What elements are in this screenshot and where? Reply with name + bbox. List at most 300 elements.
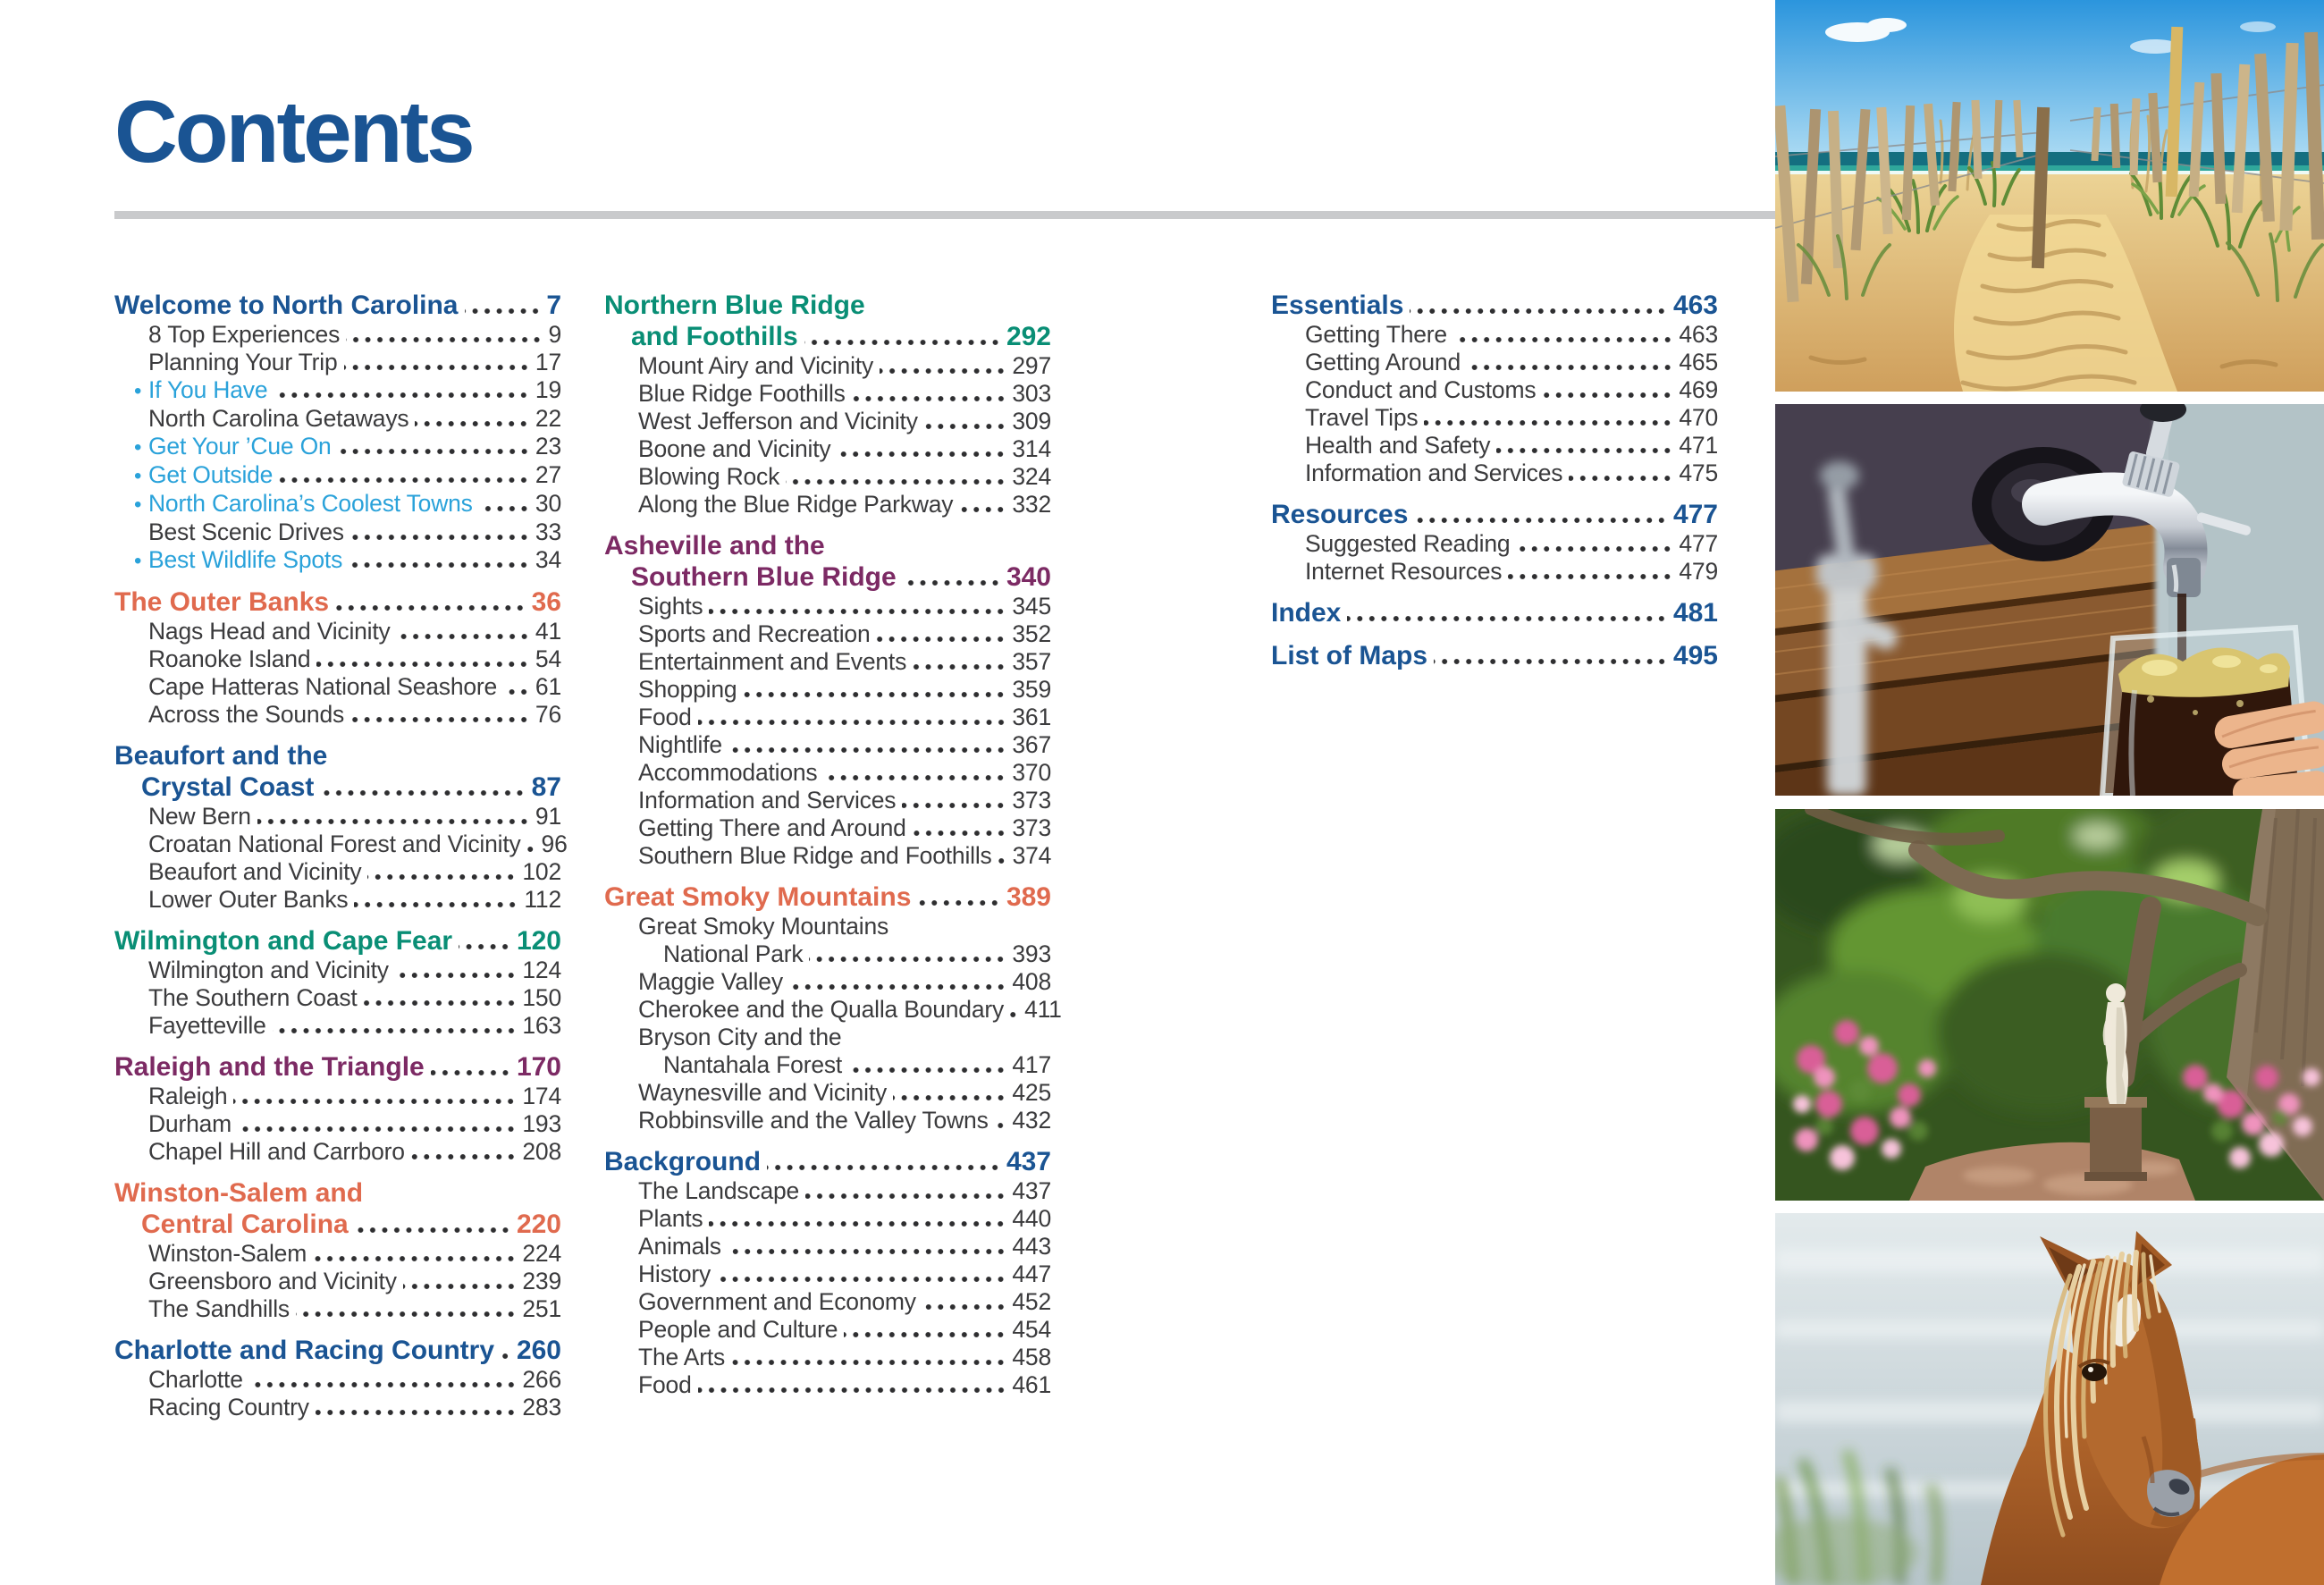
section-page-number: 170 bbox=[516, 1052, 561, 1082]
section-header bbox=[114, 1335, 561, 1366]
bullet-icon: • bbox=[134, 379, 142, 403]
entry-label: Food bbox=[638, 704, 692, 730]
entry-label: Information and Services bbox=[638, 787, 897, 814]
dot-leader bbox=[395, 973, 518, 978]
entry-page-number: 432 bbox=[1012, 1107, 1051, 1134]
dot-leader bbox=[789, 984, 1006, 990]
toc-entry bbox=[114, 1083, 561, 1110]
dot-leader bbox=[527, 847, 536, 852]
dot-leader bbox=[364, 1000, 518, 1006]
dot-leader bbox=[731, 1360, 1006, 1365]
section-title-line bbox=[1271, 597, 1718, 628]
section-header bbox=[1271, 597, 1718, 628]
section-header bbox=[114, 586, 561, 618]
toc-section bbox=[1271, 499, 1718, 586]
section-header bbox=[114, 740, 561, 803]
dot-leader bbox=[917, 900, 1001, 906]
section-page-number: 437 bbox=[1006, 1147, 1051, 1176]
entry-label: Cape Hatteras National Seashore bbox=[148, 673, 498, 700]
dot-leader bbox=[913, 830, 1007, 836]
entry-page-number: 163 bbox=[522, 1012, 561, 1039]
section-page-number: 340 bbox=[1006, 562, 1051, 592]
dot-leader bbox=[1516, 546, 1673, 552]
entry-label: People and Culture bbox=[638, 1316, 838, 1343]
toc-entry bbox=[114, 349, 561, 376]
dot-leader bbox=[728, 747, 1006, 753]
toc-entry bbox=[114, 376, 561, 405]
entry-label: Plants bbox=[638, 1205, 703, 1232]
entry-page-number: 452 bbox=[1012, 1288, 1051, 1315]
entry-page-number: 470 bbox=[1679, 404, 1718, 431]
section-title-line bbox=[114, 1177, 561, 1209]
entry-page-number: 91 bbox=[535, 803, 561, 830]
section-header bbox=[114, 925, 561, 957]
entry-page-number: 373 bbox=[1012, 787, 1051, 814]
entry-page-number: 9 bbox=[548, 321, 561, 348]
section-title: Asheville and the bbox=[604, 531, 825, 561]
entry-label: 8 Top Experiences bbox=[148, 321, 341, 348]
entry-page-number: 475 bbox=[1679, 459, 1718, 486]
entry-label: West Jefferson and Vicinity bbox=[638, 408, 918, 434]
entry-label: Get Outside bbox=[148, 461, 274, 488]
section-entries bbox=[114, 1083, 561, 1166]
toc-entry bbox=[114, 546, 561, 575]
toc-section bbox=[604, 1146, 1051, 1399]
dot-leader bbox=[717, 1277, 1006, 1282]
section-entries bbox=[1271, 321, 1718, 487]
dot-leader bbox=[805, 1193, 1006, 1199]
dot-leader bbox=[959, 507, 1006, 512]
entry-page-number: 352 bbox=[1012, 620, 1051, 647]
entry-page-number: 208 bbox=[522, 1138, 561, 1165]
entry-page-number: 437 bbox=[1012, 1177, 1051, 1204]
dot-leader bbox=[1569, 476, 1673, 481]
dot-leader bbox=[367, 874, 517, 880]
toc-section bbox=[114, 1335, 561, 1421]
section-page-number: 87 bbox=[531, 772, 561, 802]
entry-page-number: 54 bbox=[535, 645, 561, 672]
entry-page-number: 193 bbox=[522, 1110, 561, 1137]
toc-columns bbox=[114, 290, 1723, 1541]
entry-label: New Bern bbox=[148, 803, 251, 830]
dot-leader bbox=[995, 1123, 1007, 1128]
dot-leader bbox=[848, 1067, 1006, 1073]
entry-page-number: 440 bbox=[1012, 1205, 1051, 1232]
section-title: Northern Blue Ridge bbox=[604, 291, 865, 320]
section-title: Southern Blue Ridge bbox=[631, 562, 897, 592]
entry-label: Along the Blue Ridge Parkway bbox=[638, 491, 954, 518]
entry-label: Racing Country bbox=[148, 1394, 309, 1421]
entry-label-line2: National Park bbox=[663, 940, 804, 967]
section-title-line bbox=[604, 1146, 1051, 1177]
entry-page-number: 373 bbox=[1012, 814, 1051, 841]
toc-entry bbox=[604, 996, 1062, 1024]
section-title-line bbox=[114, 290, 561, 321]
dot-leader bbox=[249, 1382, 518, 1387]
toc-section bbox=[1271, 597, 1718, 628]
section-entries bbox=[114, 957, 561, 1040]
dot-leader bbox=[1508, 574, 1673, 579]
toc-section bbox=[114, 925, 561, 1040]
toc-entry bbox=[604, 408, 1051, 435]
section-page-number: 7 bbox=[546, 291, 561, 320]
toc-section bbox=[114, 1177, 561, 1323]
entry-label: Charlotte bbox=[148, 1366, 243, 1393]
entry-page-number: 463 bbox=[1679, 321, 1718, 348]
entry-label: Boone and Vicinity bbox=[638, 435, 831, 462]
entry-label: Getting Around bbox=[1305, 349, 1461, 375]
entry-page-number: 309 bbox=[1012, 408, 1051, 434]
entry-page-number: 479 bbox=[1679, 558, 1718, 585]
section-header bbox=[1271, 499, 1718, 530]
entry-label: Mount Airy and Vicinity bbox=[638, 352, 873, 379]
dot-leader bbox=[349, 562, 530, 568]
section-title-line bbox=[114, 1209, 561, 1240]
section-title: Wilmington and Cape Fear bbox=[114, 926, 453, 956]
entry-label: Internet Resources bbox=[1305, 558, 1503, 585]
section-entries bbox=[604, 593, 1051, 870]
dot-leader bbox=[922, 1304, 1007, 1310]
dot-leader bbox=[233, 1099, 517, 1104]
toc-section bbox=[114, 290, 561, 575]
section-entries bbox=[114, 618, 561, 729]
dot-leader bbox=[1467, 365, 1673, 370]
toc-entry bbox=[604, 731, 1051, 759]
entry-page-number: 303 bbox=[1012, 380, 1051, 407]
section-title: Beaufort and the bbox=[114, 741, 328, 771]
dot-leader bbox=[1434, 659, 1668, 664]
dot-leader bbox=[767, 1165, 1001, 1170]
entry-page-number: 17 bbox=[535, 349, 561, 375]
toc-entry bbox=[1271, 459, 1718, 487]
entry-page-number: 469 bbox=[1679, 376, 1718, 403]
entry-label: Raleigh bbox=[148, 1083, 228, 1109]
dot-leader bbox=[1424, 420, 1673, 426]
toc-entry bbox=[114, 1366, 561, 1394]
toc-entry bbox=[1271, 404, 1718, 432]
section-title-line bbox=[604, 881, 1051, 913]
section-title: Welcome to North Carolina bbox=[114, 291, 459, 320]
photo-beer-tap bbox=[1775, 404, 2324, 796]
entry-label: Fayetteville bbox=[148, 1012, 266, 1039]
section-title: Essentials bbox=[1271, 291, 1404, 320]
toc-entry bbox=[114, 645, 561, 673]
section-title: Index bbox=[1271, 598, 1342, 628]
entry-label: Shopping bbox=[638, 676, 737, 703]
toc-entry bbox=[604, 1079, 1051, 1107]
section-title: Central Carolina bbox=[141, 1210, 349, 1239]
entry-page-number: 357 bbox=[1012, 648, 1051, 675]
entry-label: Lower Outer Banks bbox=[148, 886, 349, 913]
section-page-number: 120 bbox=[516, 926, 561, 956]
dot-leader bbox=[852, 396, 1007, 401]
section-entries bbox=[604, 913, 1062, 1134]
dot-leader bbox=[876, 637, 1006, 642]
dot-leader bbox=[880, 368, 1006, 374]
section-header bbox=[604, 530, 1051, 593]
bullet-icon: • bbox=[134, 549, 142, 573]
entry-page-number: 345 bbox=[1012, 593, 1051, 620]
section-entries bbox=[114, 803, 568, 914]
toc-entry bbox=[114, 433, 561, 461]
toc-entry bbox=[114, 618, 561, 645]
section-title-line bbox=[1271, 499, 1718, 530]
dot-leader bbox=[320, 790, 526, 796]
section-title: Charlotte and Racing Country bbox=[114, 1336, 495, 1365]
entry-label-line1: Bryson City and the bbox=[638, 1024, 842, 1050]
entry-page-number: 374 bbox=[1012, 842, 1052, 869]
dot-leader bbox=[837, 451, 1006, 457]
toc-entry bbox=[604, 1260, 1051, 1288]
toc-entry bbox=[1271, 349, 1718, 376]
entry-page-number: 224 bbox=[522, 1240, 561, 1267]
section-title-line bbox=[1271, 640, 1718, 671]
toc-entry bbox=[604, 787, 1051, 814]
section-title-line bbox=[114, 586, 561, 618]
photo-wild-pony bbox=[1775, 1213, 2324, 1585]
entry-page-number: 251 bbox=[522, 1295, 561, 1322]
entry-page-number: 332 bbox=[1012, 491, 1051, 518]
title-rule bbox=[114, 211, 1840, 219]
entry-label: Southern Blue Ridge and Foothills bbox=[638, 842, 992, 869]
section-page-number: 389 bbox=[1006, 882, 1051, 912]
toc-entry bbox=[604, 676, 1051, 704]
toc-section bbox=[604, 290, 1051, 518]
dot-leader bbox=[316, 1410, 518, 1415]
section-entries bbox=[604, 352, 1051, 518]
toc-entry bbox=[604, 620, 1051, 648]
entry-page-number: 41 bbox=[535, 618, 561, 645]
entry-label: Greensboro and Vicinity bbox=[148, 1268, 397, 1294]
entry-page-number: 96 bbox=[541, 830, 568, 857]
section-title-line bbox=[114, 1335, 561, 1366]
section-title: Raleigh and the Triangle bbox=[114, 1052, 425, 1082]
dot-leader bbox=[728, 1249, 1007, 1254]
dot-leader bbox=[479, 506, 530, 511]
entry-page-number: 22 bbox=[535, 405, 561, 432]
entry-page-number: 477 bbox=[1679, 530, 1718, 557]
entry-label: Across the Sounds bbox=[148, 701, 345, 728]
toc-entry bbox=[1271, 376, 1718, 404]
entry-label: Nags Head and Vicinity bbox=[148, 618, 391, 645]
toc-section bbox=[604, 530, 1051, 870]
section-page-number: 292 bbox=[1006, 322, 1051, 351]
dot-leader bbox=[344, 365, 530, 370]
toc-entry bbox=[604, 463, 1051, 491]
entry-label: Best Scenic Drives bbox=[148, 518, 344, 545]
section-header bbox=[114, 290, 561, 321]
dot-leader bbox=[313, 1256, 517, 1261]
section-page-number: 220 bbox=[516, 1210, 561, 1239]
entry-label: Best Wildlife Spots bbox=[148, 546, 343, 573]
toc-entry bbox=[604, 1288, 1051, 1316]
section-title: Winston-Salem and bbox=[114, 1178, 364, 1208]
section-entries bbox=[1271, 530, 1718, 586]
section-title: Crystal Coast bbox=[141, 772, 315, 802]
entry-label: Health and Safety bbox=[1305, 432, 1491, 459]
entry-label: If You Have bbox=[148, 376, 268, 403]
entry-label: Cherokee and the Qualla Boundary bbox=[638, 996, 1005, 1023]
entry-label: Chapel Hill and Carrboro bbox=[148, 1138, 405, 1165]
section-title: Great Smoky Mountains bbox=[604, 882, 912, 912]
section-entries bbox=[114, 1366, 561, 1421]
dot-leader bbox=[913, 664, 1006, 670]
dot-leader bbox=[411, 1154, 518, 1159]
dot-leader bbox=[698, 1387, 1007, 1393]
entry-page-number: 297 bbox=[1012, 352, 1051, 379]
toc-entry bbox=[604, 1024, 1051, 1079]
entry-page-number: 461 bbox=[1012, 1371, 1051, 1398]
section-title-line bbox=[604, 290, 1051, 321]
dot-leader bbox=[238, 1126, 517, 1132]
toc-entry bbox=[604, 1233, 1051, 1260]
section-title: Resources bbox=[1271, 500, 1409, 529]
entry-label: History bbox=[638, 1260, 712, 1287]
toc-entry bbox=[604, 352, 1051, 380]
section-entries bbox=[114, 1240, 561, 1323]
entry-page-number: 266 bbox=[522, 1366, 561, 1393]
entry-label: Maggie Valley bbox=[638, 968, 783, 995]
entry-page-number: 239 bbox=[522, 1268, 561, 1294]
entry-page-number: 447 bbox=[1012, 1260, 1051, 1287]
section-header bbox=[604, 1146, 1051, 1177]
entry-page-number: 61 bbox=[535, 673, 561, 700]
toc-column-2 bbox=[604, 290, 1062, 1399]
entry-page-number: 174 bbox=[522, 1083, 561, 1109]
section-page-number: 477 bbox=[1672, 500, 1718, 529]
toc-entry bbox=[604, 913, 1051, 968]
toc-entry bbox=[114, 1110, 561, 1138]
entry-label: North Carolina’s Coolest Towns bbox=[148, 490, 473, 517]
entry-page-number: 27 bbox=[535, 461, 561, 488]
dot-leader bbox=[274, 392, 530, 398]
dot-leader bbox=[809, 957, 1006, 962]
dot-leader bbox=[1542, 392, 1673, 398]
dot-leader bbox=[316, 662, 530, 667]
toc-entry bbox=[114, 886, 561, 914]
entry-page-number: 34 bbox=[535, 546, 561, 573]
entry-label: Winston-Salem bbox=[148, 1240, 307, 1267]
section-title-line bbox=[114, 740, 561, 771]
entry-label: Nightlife bbox=[638, 731, 722, 758]
dot-leader bbox=[257, 819, 530, 824]
entry-label: Sights bbox=[638, 593, 703, 620]
section-title-line bbox=[604, 561, 1051, 593]
dot-leader bbox=[1414, 518, 1668, 523]
photo-garden-statue bbox=[1775, 809, 2324, 1201]
dot-leader bbox=[786, 479, 1006, 485]
entry-label: Animals bbox=[638, 1233, 721, 1260]
section-title: The Outer Banks bbox=[114, 587, 330, 617]
toc-entry bbox=[114, 461, 561, 490]
dot-leader bbox=[1347, 616, 1668, 621]
entry-label: Sports and Recreation bbox=[638, 620, 871, 647]
entry-label: Robbinsville and the Valley Towns bbox=[638, 1107, 989, 1134]
dot-leader bbox=[893, 1095, 1006, 1100]
toc-entry bbox=[114, 701, 561, 729]
page-title: Contents bbox=[114, 82, 473, 181]
toc-column-1 bbox=[114, 290, 568, 1421]
dot-leader bbox=[459, 944, 511, 949]
bullet-icon: • bbox=[134, 464, 142, 488]
entry-page-number: 150 bbox=[522, 984, 561, 1011]
dot-leader bbox=[465, 308, 542, 314]
toc-entry bbox=[114, 1138, 561, 1166]
entry-label: The Landscape bbox=[638, 1177, 800, 1204]
dot-leader bbox=[804, 340, 1001, 345]
toc-entry bbox=[604, 380, 1051, 408]
entry-page-number: 124 bbox=[522, 957, 561, 983]
entry-page-number: 408 bbox=[1012, 968, 1051, 995]
entry-page-number: 102 bbox=[522, 858, 561, 885]
entry-page-number: 411 bbox=[1024, 996, 1062, 1023]
dot-leader bbox=[823, 775, 1006, 780]
section-header bbox=[1271, 290, 1718, 321]
toc-entry bbox=[604, 648, 1051, 676]
dot-leader bbox=[397, 634, 530, 639]
dot-leader bbox=[501, 1353, 511, 1359]
entry-page-number: 359 bbox=[1012, 676, 1051, 703]
toc-entry bbox=[1271, 530, 1718, 558]
toc-entry bbox=[604, 1316, 1051, 1344]
toc-entry bbox=[114, 1268, 561, 1295]
toc-entry bbox=[1271, 321, 1718, 349]
entry-page-number: 465 bbox=[1679, 349, 1718, 375]
toc-entry bbox=[114, 858, 561, 886]
entry-page-number: 76 bbox=[535, 701, 561, 728]
entry-label: The Arts bbox=[638, 1344, 726, 1370]
dot-leader bbox=[698, 720, 1007, 725]
entry-label: Planning Your Trip bbox=[148, 349, 338, 375]
toc-entry bbox=[604, 1205, 1051, 1233]
toc-entry bbox=[604, 1107, 1051, 1134]
dot-leader bbox=[1410, 308, 1668, 314]
toc-section bbox=[114, 740, 568, 914]
toc-section bbox=[1271, 290, 1718, 487]
entry-label: Getting There bbox=[1305, 321, 1447, 348]
entry-label: Food bbox=[638, 1371, 692, 1398]
entry-label: The Sandhills bbox=[148, 1295, 290, 1322]
section-title: List of Maps bbox=[1271, 641, 1428, 670]
toc-entry bbox=[114, 957, 561, 984]
entry-page-number: 19 bbox=[535, 376, 561, 403]
section-header bbox=[1271, 640, 1718, 671]
toc-entry bbox=[604, 1371, 1051, 1399]
entry-page-number: 324 bbox=[1012, 463, 1051, 490]
entry-page-number: 370 bbox=[1012, 759, 1051, 786]
dot-leader bbox=[1496, 448, 1673, 453]
toc-entry bbox=[114, 405, 561, 433]
toc-entry bbox=[604, 968, 1051, 996]
dot-leader bbox=[924, 424, 1007, 429]
toc-entry bbox=[114, 830, 568, 858]
section-title-line bbox=[114, 925, 561, 957]
entry-page-number: 471 bbox=[1679, 432, 1718, 459]
entry-label: Croatan National Forest and Vicinity bbox=[148, 830, 521, 857]
dot-leader bbox=[296, 1311, 517, 1317]
dot-leader bbox=[335, 605, 526, 611]
dot-leader bbox=[415, 421, 529, 426]
section-header bbox=[114, 1051, 561, 1083]
dot-leader bbox=[743, 692, 1006, 697]
toc-section bbox=[114, 586, 561, 729]
toc-section bbox=[1271, 640, 1718, 671]
toc-entry bbox=[604, 593, 1051, 620]
section-page-number: 36 bbox=[531, 587, 561, 617]
entry-page-number: 314 bbox=[1012, 435, 1051, 462]
entry-page-number: 112 bbox=[524, 886, 561, 913]
toc-column-3 bbox=[1271, 290, 1718, 671]
